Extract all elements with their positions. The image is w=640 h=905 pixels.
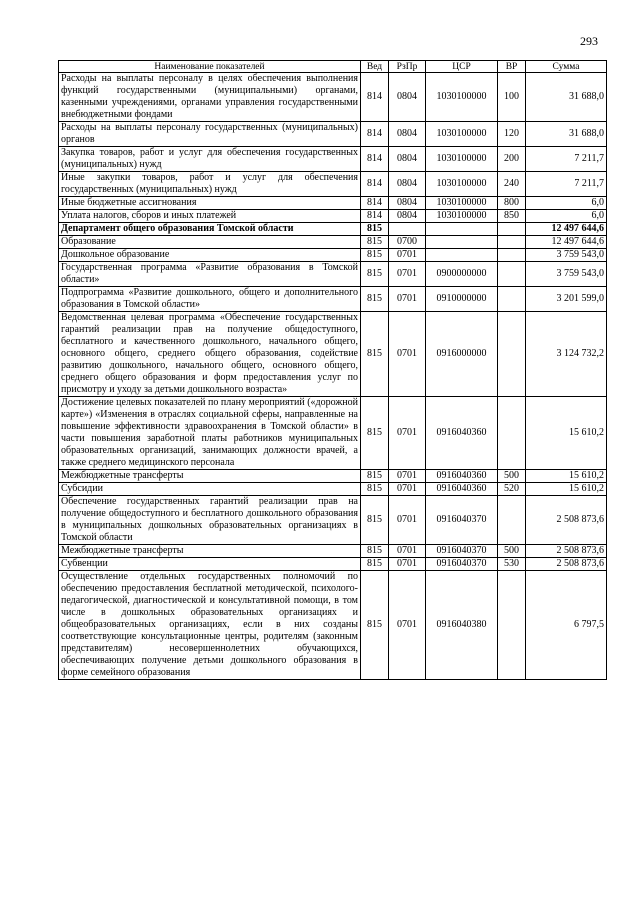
table-row: [59, 172, 607, 197]
row-rzpr: 0804: [389, 197, 426, 210]
row-name: Обеспечение государственных гарантий реализации прав на получение общедоступного и бесплатного дошкольного образования в муниципальных дошкольных образовательных организациях в Томской области: [59, 496, 361, 545]
row-vr: 240: [498, 172, 526, 197]
table-row: [59, 470, 607, 483]
row-name: Ведомственная целевая программа «Обеспечение государственных гарантий реализации прав на получение общедоступного, бесплатного и качественного дошкольного, начального общего, основного общего, среднего общего образования, содействие развитию дошкольного, начального общего, основного общего, среднего общего образования и форм предоставления услуг по присмотру и уходу за детьми дошкольного возраста»: [59, 312, 361, 397]
row-name: Субвенции: [59, 558, 361, 571]
row-sum: 15 610,2: [526, 470, 607, 483]
row-sum: 6 797,5: [526, 571, 607, 680]
row-rzpr: 0701: [389, 249, 426, 262]
row-rzpr: 0804: [389, 210, 426, 223]
row-vr: [498, 249, 526, 262]
row-rzpr: 0804: [389, 122, 426, 147]
row-rzpr: 0700: [389, 236, 426, 249]
table-row: [59, 287, 607, 312]
row-ved: 815: [361, 223, 389, 236]
row-vr: [498, 397, 526, 470]
row-vr: [498, 262, 526, 287]
row-ved: 815: [361, 545, 389, 558]
row-sum: 2 508 873,6: [526, 545, 607, 558]
row-name: Субсидии: [59, 483, 361, 496]
row-sum: 15 610,2: [526, 483, 607, 496]
row-csr: 0900000000: [426, 262, 498, 287]
row-rzpr: 0804: [389, 73, 426, 122]
row-ved: 815: [361, 287, 389, 312]
row-ved: 815: [361, 236, 389, 249]
row-name: Подпрограмма «Развитие дошкольного, общего и дополнительного образования в Томской области»: [59, 287, 361, 312]
row-ved: 814: [361, 147, 389, 172]
header-name: Наименование показателей: [59, 61, 361, 73]
row-ved: 815: [361, 397, 389, 470]
page-number: 293: [580, 34, 598, 48]
row-name: Закупка товаров, работ и услуг для обеспечения государственных (муниципальных) нужд: [59, 147, 361, 172]
table-row: [59, 147, 607, 172]
row-rzpr: 0804: [389, 147, 426, 172]
table-row: [59, 483, 607, 496]
row-name: Межбюджетные трансферты: [59, 545, 361, 558]
row-rzpr: 0701: [389, 312, 426, 397]
row-vr: [498, 312, 526, 397]
row-vr: 100: [498, 73, 526, 122]
row-vr: 500: [498, 545, 526, 558]
row-rzpr: 0701: [389, 262, 426, 287]
row-vr: [498, 223, 526, 236]
table-row: [59, 236, 607, 249]
row-vr: 850: [498, 210, 526, 223]
table-row: [59, 558, 607, 571]
row-csr: 1030100000: [426, 172, 498, 197]
row-name: Уплата налогов, сборов и иных платежей: [59, 210, 361, 223]
row-rzpr: [389, 223, 426, 236]
row-rzpr: 0701: [389, 558, 426, 571]
row-csr: 1030100000: [426, 73, 498, 122]
row-name: Иные закупки товаров, работ и услуг для обеспечения государственных (муниципальных) нужд: [59, 172, 361, 197]
row-sum: 6,0: [526, 197, 607, 210]
row-csr: 1030100000: [426, 122, 498, 147]
row-rzpr: 0701: [389, 483, 426, 496]
row-sum: 3 201 599,0: [526, 287, 607, 312]
header-vr: ВР: [498, 61, 526, 73]
header-rzpr: РзПр: [389, 61, 426, 73]
row-vr: 800: [498, 197, 526, 210]
row-sum: 3 124 732,2: [526, 312, 607, 397]
row-csr: 0916040380: [426, 571, 498, 680]
row-ved: 815: [361, 483, 389, 496]
row-vr: 120: [498, 122, 526, 147]
row-csr: [426, 249, 498, 262]
row-rzpr: 0701: [389, 397, 426, 470]
row-ved: 814: [361, 197, 389, 210]
row-rzpr: 0701: [389, 470, 426, 483]
row-name: Межбюджетные трансферты: [59, 470, 361, 483]
header-csr: ЦСР: [426, 61, 498, 73]
table-row: [59, 73, 607, 122]
row-rzpr: 0701: [389, 496, 426, 545]
table-row: [59, 545, 607, 558]
table-row: [59, 210, 607, 223]
row-name: Образование: [59, 236, 361, 249]
row-vr: [498, 571, 526, 680]
row-sum: 2 508 873,6: [526, 558, 607, 571]
budget-table: [58, 60, 607, 680]
table-row: [59, 262, 607, 287]
table-row: [59, 312, 607, 397]
row-sum: 12 497 644,6: [526, 236, 607, 249]
row-sum: 3 759 543,0: [526, 249, 607, 262]
table-row: [59, 122, 607, 147]
row-name: Расходы на выплаты персоналу государственных (муниципальных) органов: [59, 122, 361, 147]
row-csr: 1030100000: [426, 197, 498, 210]
table-row: [59, 397, 607, 470]
row-ved: 814: [361, 122, 389, 147]
row-sum: 31 688,0: [526, 122, 607, 147]
row-csr: 0916040370: [426, 496, 498, 545]
row-name: Осуществление отдельных государственных полномочий по обеспечению предоставления бесплатной методической, психолого-педагогической, диагностической и консультативной помощи, в том числе в дошкольных образовательных организациях и общеобразовательных организациях, если в них созданы соответствующие консультационные центры, родителям (законным представителям) несовершеннолетних обучающихся, обеспечивающих получение детьми дошкольного образования в форме семейного образования: [59, 571, 361, 680]
row-name: Государственная программа «Развитие образования в Томской области»: [59, 262, 361, 287]
row-ved: 814: [361, 210, 389, 223]
row-vr: [498, 287, 526, 312]
row-sum: 6,0: [526, 210, 607, 223]
row-ved: 814: [361, 172, 389, 197]
row-sum: 7 211,7: [526, 147, 607, 172]
row-csr: [426, 223, 498, 236]
row-csr: 1030100000: [426, 210, 498, 223]
row-rzpr: 0701: [389, 545, 426, 558]
row-vr: 200: [498, 147, 526, 172]
row-vr: 530: [498, 558, 526, 571]
row-csr: 0910000000: [426, 287, 498, 312]
row-name: Иные бюджетные ассигнования: [59, 197, 361, 210]
row-ved: 814: [361, 73, 389, 122]
row-rzpr: 0701: [389, 571, 426, 680]
row-name: Достижение целевых показателей по плану мероприятий («дорожной карте») «Изменения в отраслях социальной сферы, направленные на повышение эффективности здравоохранения в Томской области» в части повышения заработной платы работников муниципальных образовательных организаций, занимающих должности врачей, а также среднего медицинского персонала: [59, 397, 361, 470]
row-csr: 0916040370: [426, 545, 498, 558]
table-row: [59, 571, 607, 680]
row-name: Департамент общего образования Томской области: [59, 223, 361, 236]
header-sum: Сумма: [526, 61, 607, 73]
row-csr: 0916040360: [426, 397, 498, 470]
row-ved: 815: [361, 558, 389, 571]
row-csr: 0916000000: [426, 312, 498, 397]
header-ved: Вед: [361, 61, 389, 73]
table-row: [59, 496, 607, 545]
table-row-department: [59, 223, 607, 236]
row-name: Дошкольное образование: [59, 249, 361, 262]
row-sum: 7 211,7: [526, 172, 607, 197]
row-name: Расходы на выплаты персоналу в целях обеспечения выполнения функций государственными (муниципальными) органами, казенными учреждениями, органами управления государственными внебюджетными фондами: [59, 73, 361, 122]
row-sum: 3 759 543,0: [526, 262, 607, 287]
row-csr: 1030100000: [426, 147, 498, 172]
row-sum: 12 497 644,6: [526, 223, 607, 236]
row-vr: 500: [498, 470, 526, 483]
row-vr: [498, 496, 526, 545]
row-sum: 2 508 873,6: [526, 496, 607, 545]
row-ved: 815: [361, 496, 389, 545]
row-csr: 0916040360: [426, 470, 498, 483]
row-sum: 15 610,2: [526, 397, 607, 470]
table-header-row: [59, 61, 607, 73]
table-row: [59, 197, 607, 210]
row-sum: 31 688,0: [526, 73, 607, 122]
row-ved: 815: [361, 312, 389, 397]
row-vr: [498, 236, 526, 249]
row-ved: 815: [361, 470, 389, 483]
row-rzpr: 0701: [389, 287, 426, 312]
row-csr: 0916040370: [426, 558, 498, 571]
row-ved: 815: [361, 571, 389, 680]
row-ved: 815: [361, 249, 389, 262]
row-csr: 0916040360: [426, 483, 498, 496]
row-rzpr: 0804: [389, 172, 426, 197]
table-row: [59, 249, 607, 262]
row-csr: [426, 236, 498, 249]
row-ved: 815: [361, 262, 389, 287]
row-vr: 520: [498, 483, 526, 496]
